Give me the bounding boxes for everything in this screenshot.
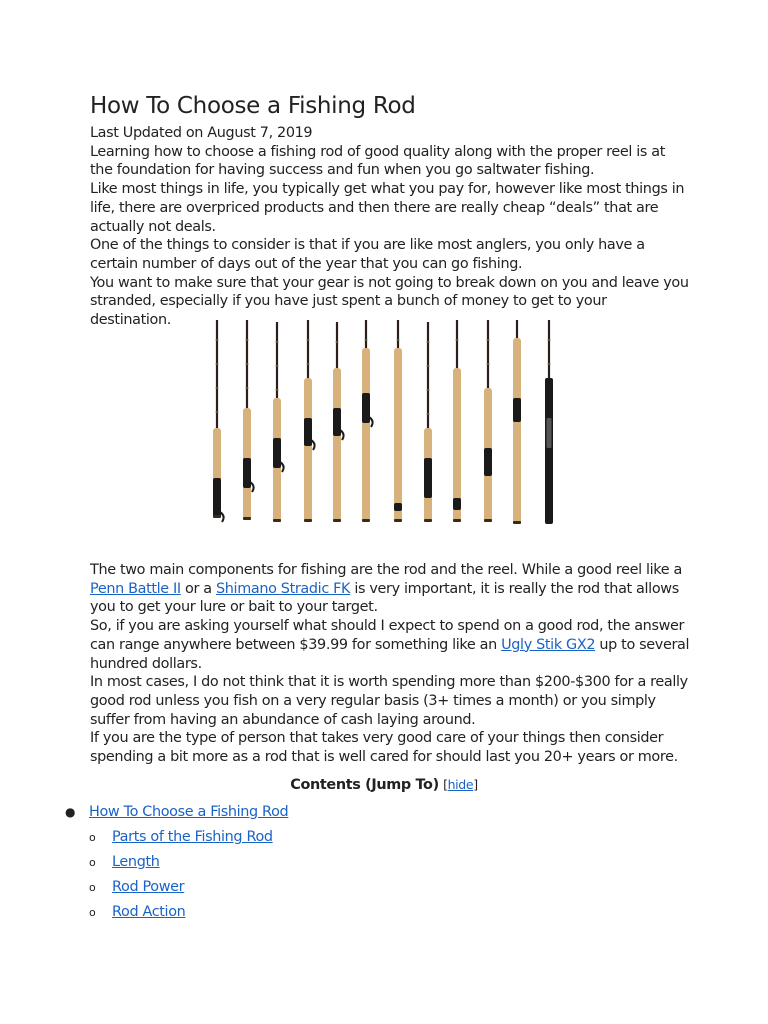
rod-reel-seat — [513, 398, 521, 422]
rod-butt-cap — [484, 519, 492, 522]
toc-link-how-to-choose[interactable]: How To Choose a Fishing Rod — [89, 804, 289, 820]
main-text-block — [90, 561, 690, 767]
rod-reel-seat — [273, 438, 281, 468]
fishing-rod — [484, 320, 492, 522]
fishing-rod — [453, 320, 461, 522]
rod-butt-cap — [362, 519, 370, 522]
shimano-stradic-link[interactable]: Shimano Stradic FK — [216, 580, 351, 597]
toc-link-rod-power[interactable]: Rod Power — [112, 879, 185, 895]
fishing-rod — [333, 322, 344, 522]
ugly-stik-link[interactable]: Ugly Stik GX2 — [501, 636, 596, 653]
bullet-icon: ● — [65, 805, 76, 819]
circle-bullet-icon: o — [89, 856, 96, 869]
rod-reel-seat — [213, 478, 221, 518]
fishing-rod — [394, 320, 402, 522]
toc-link-parts[interactable]: Parts of the Fishing Rod — [112, 829, 273, 845]
toc-hide-link[interactable]: hide — [447, 777, 474, 792]
fishing-rod — [243, 320, 254, 520]
fishing-rods-image — [200, 318, 568, 530]
fishing-rod — [513, 320, 521, 524]
fishing-rod — [424, 322, 432, 522]
fishing-rods-illustration — [200, 318, 568, 530]
fishing-rod — [304, 320, 315, 522]
rod-butt-cap — [394, 519, 402, 522]
last-updated: Last Updated on August 7, 2019 — [90, 125, 313, 141]
paragraph: Like most things in life, you typically get what you pay for, however like most things in life, there are overpriced products and then there are really cheap “deals” that are actually not deals. — [90, 181, 685, 235]
fishing-rod — [273, 322, 284, 522]
rod-reel-seat — [333, 408, 341, 436]
paragraph: If you are the type of person that takes very good care of your things then consider spending a bit more as a rod that is well cared for should last you 20+ years or more. — [90, 730, 678, 766]
rod-reel-seat — [362, 393, 370, 423]
rod-butt-cap — [304, 519, 312, 522]
rod-butt-cap — [273, 519, 281, 522]
rod-reel-seat — [304, 418, 312, 446]
circle-bullet-icon: o — [89, 906, 96, 919]
fishing-rod — [362, 320, 373, 522]
paragraph: You want to make sure that your gear is not going to break down on you and leave you stranded, especially if you have just spent a bunch of money to get to your destination. — [90, 274, 689, 329]
rod-cork-grip — [513, 338, 521, 524]
rod-reel-seat — [394, 503, 402, 511]
rod-cork-grip — [304, 378, 312, 522]
toc-link-length[interactable]: Length — [112, 854, 160, 870]
rod-butt-cap — [333, 519, 341, 522]
toc-link-rod-action[interactable]: Rod Action — [112, 904, 186, 920]
rod-reel-seat — [547, 418, 552, 448]
rod-reel-seat — [453, 498, 461, 510]
penn-battle-link[interactable]: Penn Battle II — [90, 580, 181, 597]
rod-butt-cap — [213, 515, 221, 518]
rod-butt-cap — [424, 519, 432, 522]
paragraph: Learning how to choose a fishing rod of good quality along with the proper reel is at the foundation for having success and fun when you go saltwater fishing. — [90, 143, 666, 179]
paragraph: The two main components for fishing are the rod and the reel. While a good reel like a Penn Battle II or a Shimano Stradic FK is very important, it is really the rod that allows you to get your lure or bait to your target. — [90, 562, 682, 616]
rod-cork-grip — [333, 368, 341, 522]
rod-reel-seat — [424, 458, 432, 498]
paragraph: So, if you are asking yourself what should I expect to spend on a good rod, the answer can range anywhere between $39.99 for something like an Ugly Stik GX2 up to several hundred dollars. — [90, 618, 690, 672]
paragraph: In most cases, I do not think that it is worth spending more than $200-$300 for a really good rod unless you fish on a very regular basis (3+ times a month) or you simply suffer from having an abundance of cash laying around. — [90, 674, 688, 728]
paragraph: One of the things to consider is that if you are like most anglers, you only have a certain number of days out of the year that you can go fishing. — [90, 237, 645, 272]
rod-reel-seat — [484, 448, 492, 476]
rod-eva-grip — [545, 378, 553, 524]
rod-cork-grip — [362, 348, 370, 522]
rod-cork-grip — [394, 348, 402, 522]
rod-reel-seat — [243, 458, 251, 488]
circle-bullet-icon: o — [89, 881, 96, 894]
page-title: How To Choose a Fishing Rod — [90, 93, 416, 119]
fishing-rod — [545, 320, 553, 524]
circle-bullet-icon: o — [89, 831, 96, 844]
intro-text-block — [90, 124, 690, 330]
rod-butt-cap — [453, 519, 461, 522]
toc-title: Contents (Jump To) — [290, 777, 439, 793]
rod-butt-cap — [243, 517, 251, 520]
rod-butt-cap — [513, 521, 521, 524]
fishing-rod — [213, 320, 224, 522]
toc-header: Contents (Jump To) [hide] — [290, 777, 478, 793]
